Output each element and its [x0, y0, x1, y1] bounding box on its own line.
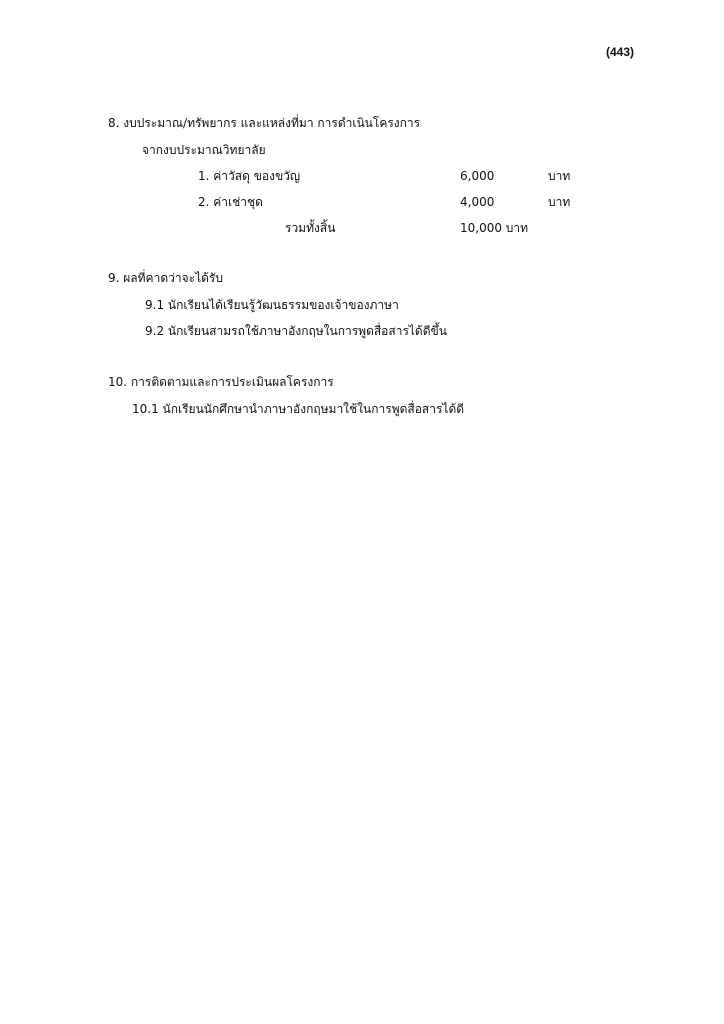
budget-total-label: รวมทั้งสิ้น	[285, 221, 336, 235]
budget-total-amount: 10,000 บาท	[460, 221, 529, 235]
section-8-heading: 8. งบประมาณ/ทรัพยากร และแหล่งที่มา การดำเนินโครงการ	[108, 116, 421, 130]
expected-result-item: 9.1 นักเรียนได้เรียนรู้วัฒนธรรมของเจ้าของภาษา	[145, 298, 399, 312]
budget-item-unit: บาท	[548, 195, 571, 209]
budget-item-label: 2. ค่าเช่าชุด	[198, 195, 263, 209]
budget-item-amount: 6,000	[460, 169, 495, 183]
budget-item-unit: บาท	[548, 169, 571, 183]
budget-item-label: 1. ค่าวัสดุ ของขวัญ	[198, 169, 301, 183]
evaluation-item: 10.1 นักเรียนนักศึกษานำภาษาอังกฤษมาใช้ในการพูดสื่อสารได้ดี	[132, 402, 465, 416]
section-9-heading: 9. ผลที่คาดว่าจะได้รับ	[108, 271, 223, 285]
expected-result-item: 9.2 นักเรียนสามรถใช้ภาษาอังกฤษในการพูดสื่อสารได้ดีขึ้น	[145, 324, 447, 338]
page-number: (443)	[606, 45, 635, 59]
section-10-heading: 10. การติดตามและการประเมินผลโครงการ	[108, 375, 334, 389]
budget-item-amount: 4,000	[460, 195, 495, 209]
budget-source: จากงบประมาณวิทยาลัย	[142, 143, 266, 157]
